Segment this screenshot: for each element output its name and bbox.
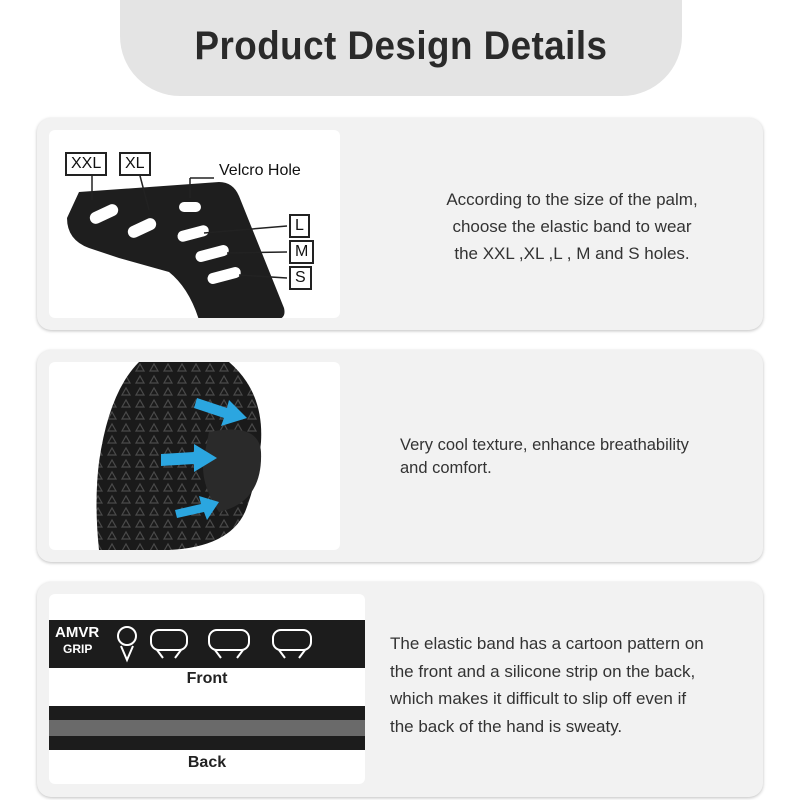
band-description (390, 630, 755, 740)
texture-description (400, 434, 750, 480)
size-label-xl: XL (119, 152, 151, 176)
texture-image (49, 362, 340, 550)
size-label-s: S (289, 266, 312, 290)
description-line: According to the size of the palm, (446, 190, 698, 209)
description-line: which makes it difficult to slip off even if (390, 689, 687, 708)
back-label: Back (187, 754, 227, 771)
description-line: the front and a silicone strip on the back, (390, 661, 696, 681)
brand-logo (55, 625, 105, 657)
grip-texture-illustration (49, 362, 340, 550)
size-label-l: L (289, 214, 310, 238)
front-label: Front (186, 670, 228, 687)
header-banner (120, 0, 682, 96)
card-size-holes (37, 118, 763, 330)
size-label-m: M (289, 240, 314, 264)
size-holes-image (49, 130, 340, 318)
brand-logo-top: AMVR (55, 624, 100, 641)
size-label-xxl: XXL (65, 152, 107, 176)
description-line: The elastic band has a cartoon pattern on (390, 634, 704, 653)
card-texture (37, 350, 763, 562)
band-image (49, 594, 365, 784)
velcro-hole-label: Velcro Hole (219, 162, 301, 179)
brand-logo-bottom: GRIP (63, 642, 93, 656)
description-line: Very cool texture, enhance breathability (400, 436, 689, 454)
size-description (392, 186, 752, 267)
description-line: choose the elastic band to wear (452, 217, 692, 236)
page-title: Product Design Details (194, 24, 608, 68)
card-band (37, 582, 763, 797)
description-line: and comfort. (400, 459, 492, 477)
description-line: the back of the hand is sweaty. (390, 716, 623, 736)
description-line: the XXL ,XL ,L , M and S holes. (454, 244, 690, 263)
